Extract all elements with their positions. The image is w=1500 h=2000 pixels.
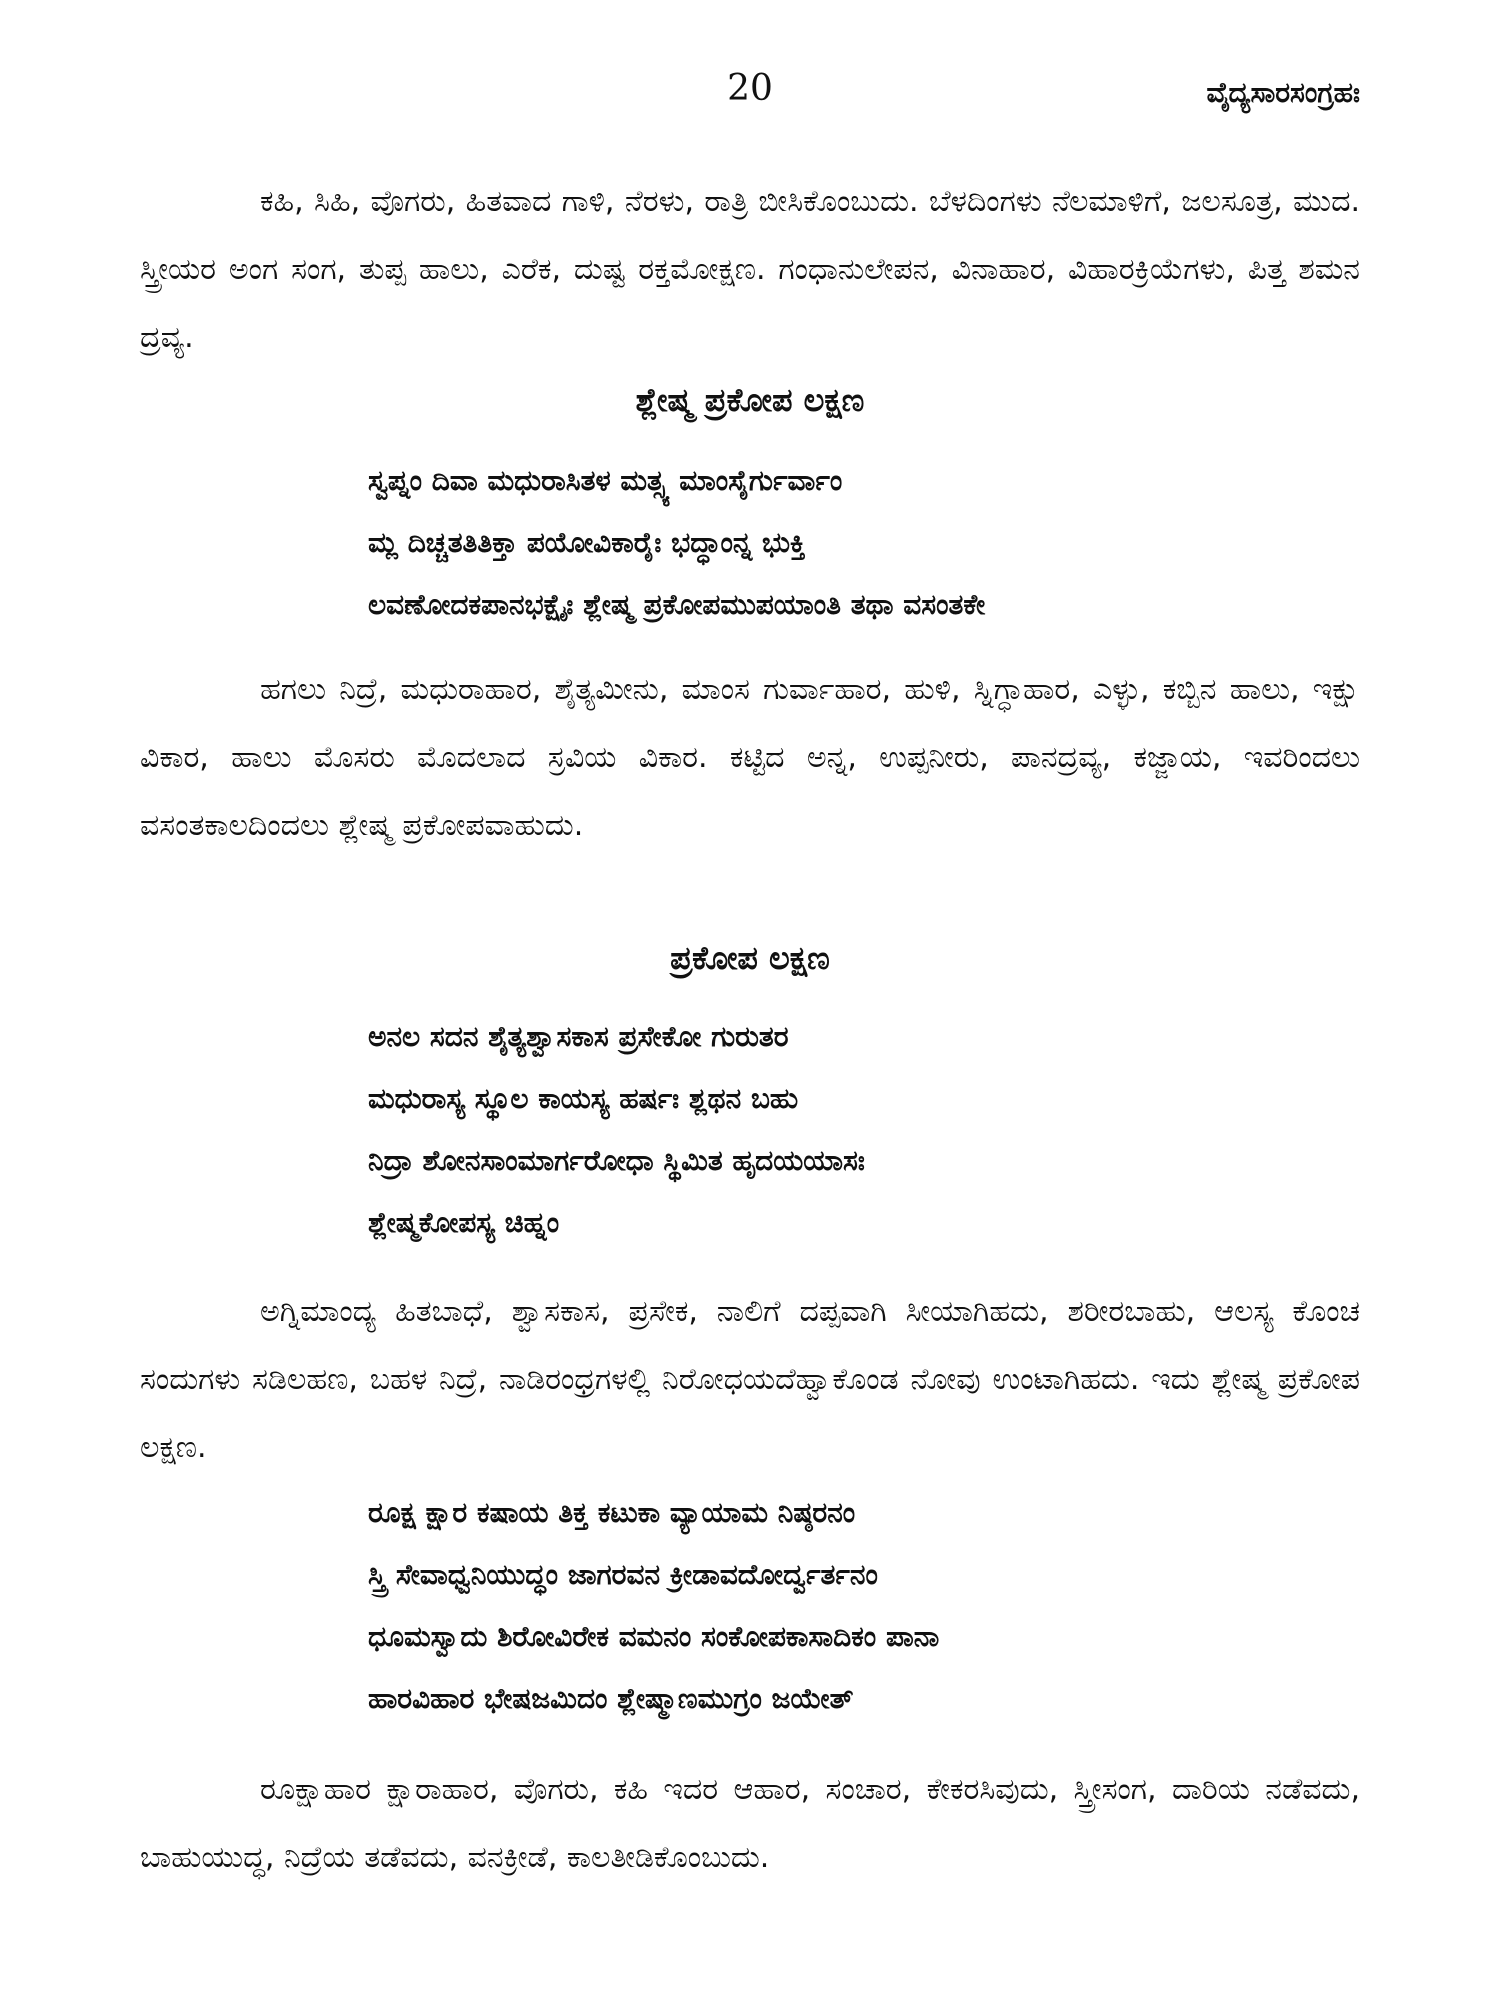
verse-1-block [140,450,1360,636]
section-heading: ಶ್ಲೇಷ್ಮ ಪ್ರಕೋಪ ಲಕ್ಷಣ [635,381,865,419]
verse-line: ಸ್ತ್ರಿ ಸೇವಾಧ್ವನಿಯುದ್ಧಂ ಜಾಗರವನ ಕ್ರೀಡಾವದೋರ್ದ್ವರ್ತನಂ [368,1558,878,1591]
paragraph-3-block [140,1278,1360,1482]
verse-line: ಮ್ಲ ದಿಚ್ಚತತಿತಿಕ್ತಾ ಪಯೋವಿಕಾರೈಃ ಭದ್ಧಾಂನ್ನ ಭುಕ್ತಿ [368,526,806,559]
verse-3-block [140,1482,1360,1730]
section-heading: ಪ್ರಕೋಪ ಲಕ್ಷಣ [670,939,830,977]
paragraph: ರೂಕ್ಷಾಹಾರ ಕ್ಷಾರಾಹಾರ, ವೊಗರು, ಕಹಿ ಇದರ ಆಹಾರ, ಸಂಚಾರ, ಕೇಕರಸಿವುದು, ಸ್ತ್ರೀಸಂಗ, ದಾರಿಯ ನಡೆವದು, ಬಾಹುಯುದ್ಧ, ನಿದ್ರೆಯ ತಡೆವದು, ವನಕ್ರೀಡೆ, ಕಾಲತೀಡಿಕೊಂಬುದು. [140,1772,1360,1875]
verse-line: ಲವಣೋದಕಪಾನಭಕ್ಷೈಃ ಶ್ಲೇಷ್ಮ ಪ್ರಕೋಪಮುಪಯಾಂತಿ ತಥಾ ವಸಂತಕೇ [368,588,986,621]
paragraph: ಹಗಲು ನಿದ್ರೆ, ಮಧುರಾಹಾರ, ಶೈತ್ಯಮೀನು, ಮಾಂಸ ಗುರ್ವಾಹಾರ, ಹುಳಿ, ಸ್ನಿಗ್ಧಾಹಾರ, ಎಳ್ಳು, ಕಬ್ಬಿನ ಹಾಲು, ಇಕ್ಷು ವಿಕಾರ, ಹಾಲು ಮೊಸರು ಮೊದಲಾದ ಸ್ರವಿಯ ವಿಕಾರ. ಕಟ್ಟಿದ ಅನ್ನ, ಉಪ್ಪನೀರು, ಪಾನದ್ರವ್ಯ, ಕಜ್ಜಾಯ, ಇವರಿಂದಲು ವಸಂತಕಾಲದಿಂದಲು ಶ್ಲೇಷ್ಮ ಪ್ರಕೋಪವಾಹುದು. [140,672,1360,843]
paragraph-4-block [140,1756,1360,1892]
verse-line: ಧೂಮಸ್ವಾದು ಶಿರೋವಿರೇಕ ವಮನಂ ಸಂಕೋಪಕಾಸಾದಿಕಂ ಪಾನಾ [368,1620,940,1653]
verse-line: ಅನಲ ಸದನ ಶೈತ್ಯಶ್ವಾಸಕಾಸ ಪ್ರಸೇಕೋ ಗುರುತರ [368,1020,789,1053]
verse-line: ಶ್ಲೇಷ್ಮಕೋಪಸ್ಯ ಚಿಹ್ನಂ [368,1206,560,1239]
verse-2-block [140,1006,1360,1254]
page-number: 20 [727,68,773,109]
verse-line: ಹಾರವಿಹಾರ ಭೇಷಜಮಿದಂ ಶ್ಲೇಷ್ಮಾಣಮುಗ್ರಂ ಜಯೇತ್ [368,1682,854,1715]
paragraph-2-block [140,656,1360,860]
verse-line: ಸ್ವಪ್ನಂ ದಿವಾ ಮಧುರಾಸಿತಳ ಮತ್ಸ್ಯ ಮಾಂಸೈರ್ಗುರ್ವಾಂ [368,464,843,497]
verse-line: ಮಧುರಾಸ್ಯ ಸ್ಥೂಲ ಕಾಯಸ್ಯ ಹರ್ಷಃ ಶ್ಲಥನ ಬಹು [368,1082,799,1115]
paragraph: ಕಹಿ, ಸಿಹಿ, ವೊಗರು, ಹಿತವಾದ ಗಾಳಿ, ನೆರಳು, ರಾತ್ರಿ ಬೀಸಿಕೊಂಬುದು. ಬೆಳದಿಂಗಳು ನೆಲಮಾಳಿಗೆ, ಜಲಸೂತ್ರ, ಮುದ. ಸ್ತ್ರೀಯರ ಅಂಗ ಸಂಗ, ತುಪ್ಪ ಹಾಲು, ಎರೆಕ, ದುಷ್ಟ ರಕ್ತಮೋಕ್ಷಣ. ಗಂಧಾನುಲೇಪನ, ವಿನಾಹಾರ, ವಿಹಾರಕ್ರಿಯೆಗಳು, ಪಿತ್ತ ಶಮನ ದ್ರವ್ಯ. [140,184,1360,355]
heading-1-block [140,370,1360,430]
paragraph-1-block [140,168,1360,372]
verse-line: ರೂಕ್ಷ ಕ್ಷಾರ ಕಷಾಯ ತಿಕ್ತ ಕಟುಕಾ ವ್ಯಾಯಾಮ ನಿಷ್ಠರನಂ [368,1496,856,1529]
heading-2-block [140,928,1360,988]
verse-line: ನಿದ್ರಾ ಶೋನಸಾಂಮಾರ್ಗರೋಧಾ ಸ್ಥಿಮಿತ ಹೃದಯಯಾಸಃ [368,1144,865,1177]
paragraph: ಅಗ್ನಿಮಾಂದ್ಯ ಹಿತಬಾಧೆ, ಶ್ವಾಸಕಾಸ, ಪ್ರಸೇಕ, ನಾಲಿಗೆ ದಪ್ಪವಾಗಿ ಸೀಯಾಗಿಹದು, ಶರೀರಬಾಹು, ಆಲಸ್ಯ ಕೊಂಚ ಸಂದುಗಳು ಸಡಿಲಹಣ, ಬಹಳ ನಿದ್ರೆ, ನಾಡಿರಂಧ್ರಗಳಲ್ಲಿ ನಿರೋಧಯದೆಹ್ವಾಕೊಂಡ ನೋವು ಉಂಟಾಗಿಹದು. ಇದು ಶ್ಲೇಷ್ಮ ಪ್ರಕೋಪ ಲಕ್ಷಣ. [140,1294,1360,1465]
running-title: ವೈದ್ಯಸಾರಸಂಗ್ರಹಃ [1206,76,1360,109]
